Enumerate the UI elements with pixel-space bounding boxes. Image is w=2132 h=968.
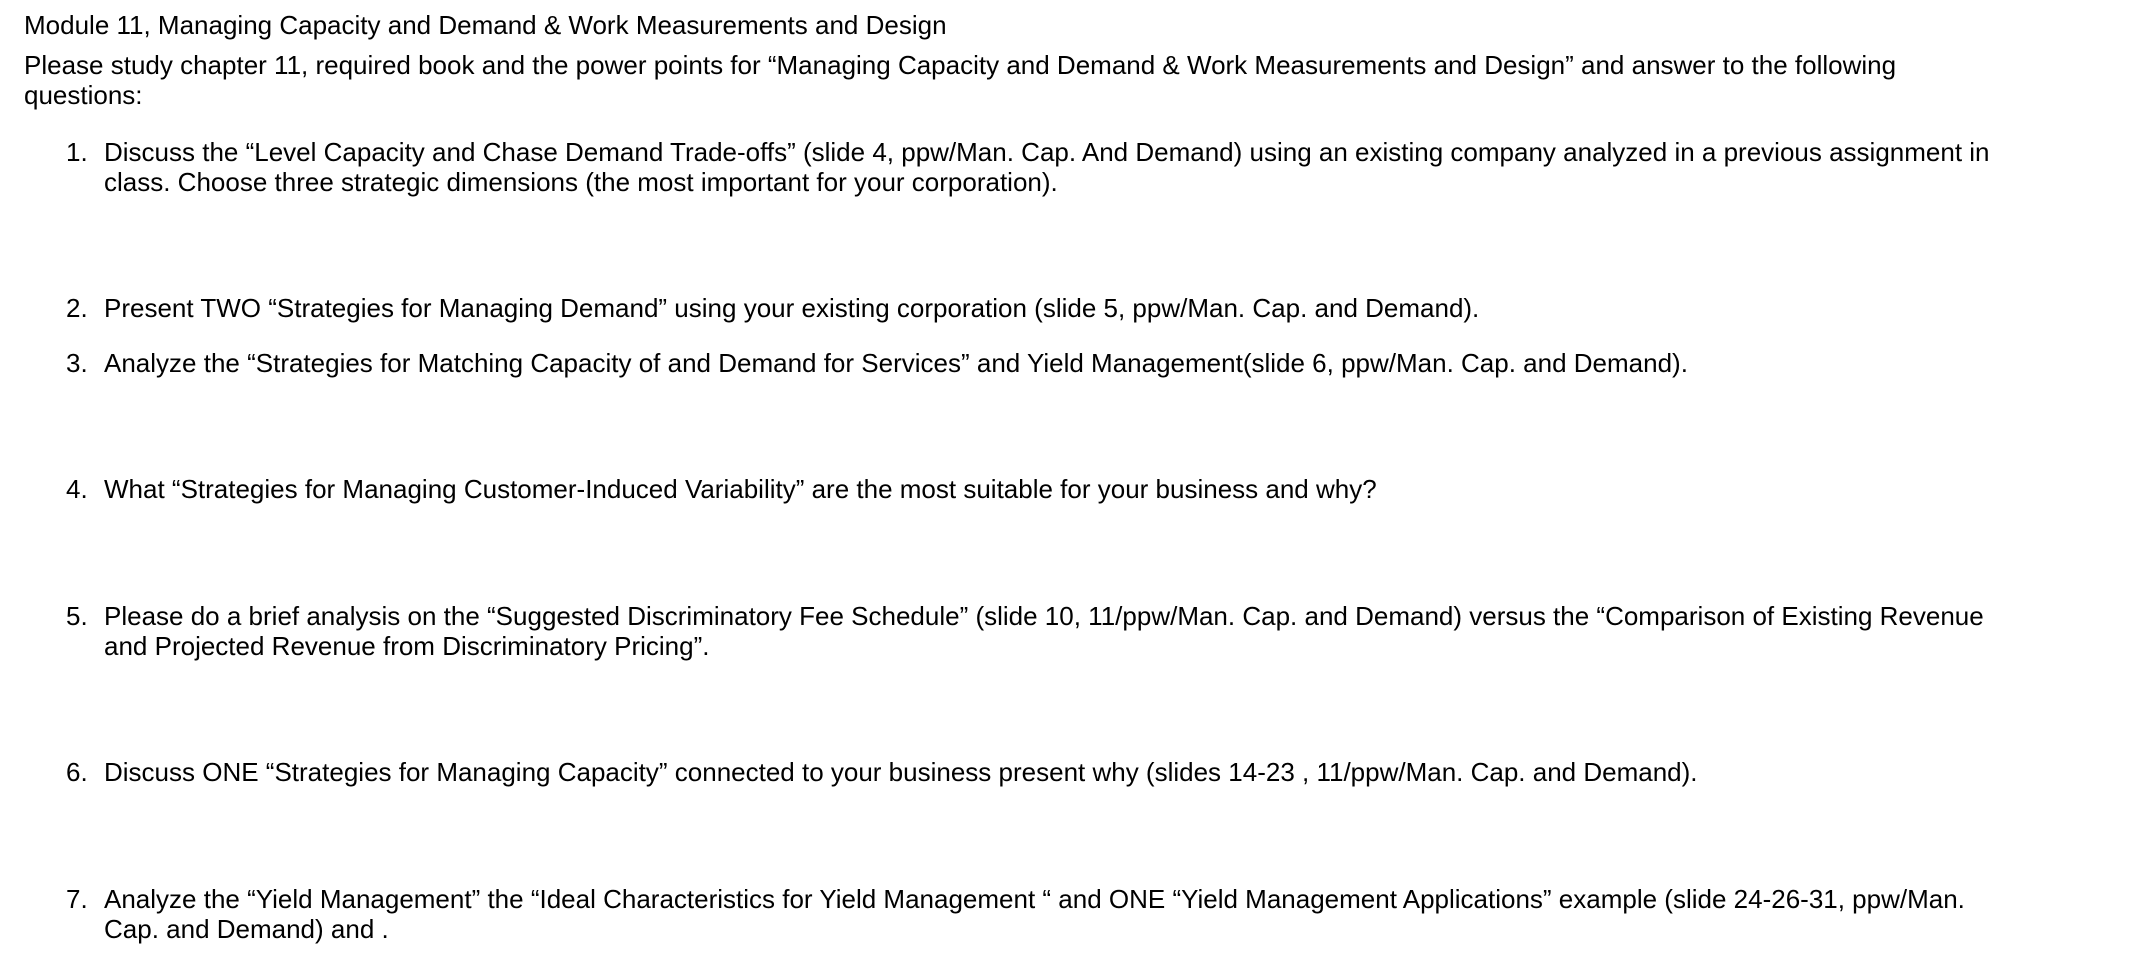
question-text: Analyze the “Strategies for Matching Capacity of and Demand for Services” and Yield Management(slide 6, ppw/Man. Cap. and Demand). [104, 348, 1688, 378]
question-item [66, 601, 2026, 661]
question-item [66, 137, 2026, 197]
document-title: Module 11, Managing Capacity and Demand & Work Measurements and Design [24, 10, 947, 40]
question-number: 5. [66, 601, 88, 631]
question-number: 4. [66, 474, 88, 504]
question-item [66, 884, 2026, 944]
question-text: What “Strategies for Managing Customer-Induced Variability” are the most suitable for your business and why? [104, 474, 1377, 504]
question-text: Present TWO “Strategies for Managing Demand” using your existing corporation (slide 5, ppw/Man. Cap. and Demand). [104, 293, 1480, 323]
question-number: 7. [66, 884, 88, 914]
question-number: 6. [66, 757, 88, 787]
question-item [66, 474, 2026, 504]
question-text: Analyze the “Yield Management” the “Ideal Characteristics for Yield Management “ and ONE “Yield Management Applications” example (slide 24-26-31, ppw/Man. Cap. and Demand) and . [104, 884, 1965, 944]
question-number: 1. [66, 137, 88, 167]
question-item [66, 757, 2026, 787]
question-number: 3. [66, 348, 88, 378]
question-text: Please do a brief analysis on the “Suggested Discriminatory Fee Schedule” (slide 10, 11/ppw/Man. Cap. and Demand) versus the “Comparison of Existing Revenue and Projected Revenue from Discriminatory Pricing”. [104, 601, 1984, 661]
question-text: Discuss the “Level Capacity and Chase Demand Trade-offs” (slide 4, ppw/Man. Cap. And Demand) using an existing company analyzed in a previous assignment in class. Choose three strategic dimensions (the most important for your corporation). [104, 137, 1990, 197]
question-text: Discuss ONE “Strategies for Managing Capacity” connected to your business present why (slides 14-23 , 11/ppw/Man. Cap. and Demand). [104, 757, 1698, 787]
document-intro: Please study chapter 11, required book and the power points for “Managing Capacity and Demand & Work Measurements and Design” and answer to the following questions: [24, 50, 1897, 110]
question-item [66, 293, 2026, 323]
question-item [66, 348, 2026, 378]
question-number: 2. [66, 293, 88, 323]
